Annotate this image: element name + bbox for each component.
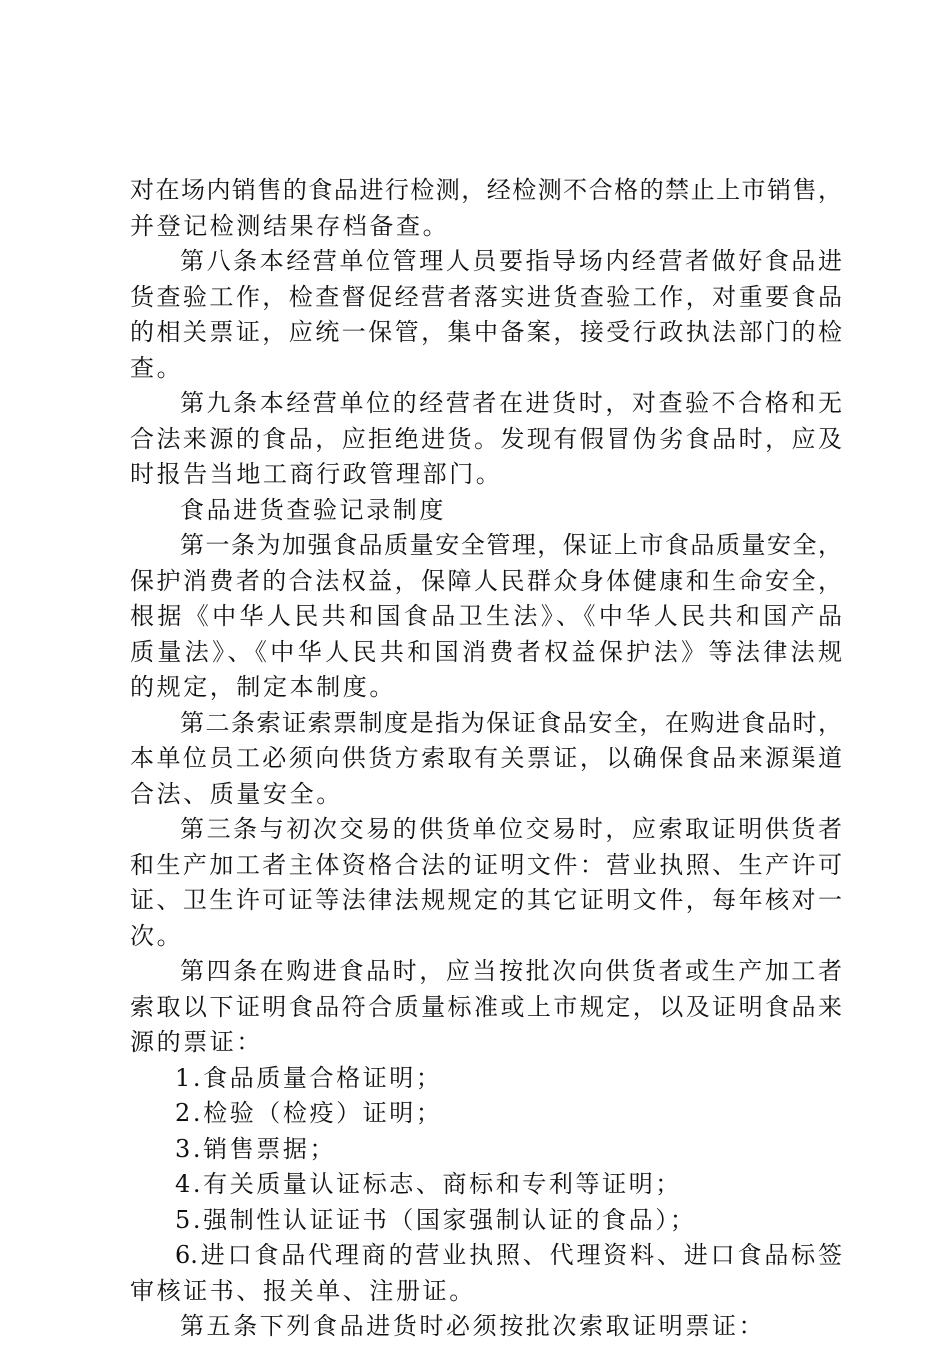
text-line: 保护消费者的合法权益，保障人民群众身体健康和生命安全， [130, 566, 842, 595]
article-3-start: 第三条与初次交易的供货单位交易时，应索取证明供货者 [180, 815, 842, 843]
list-item: 3.销售票据； [175, 1134, 337, 1163]
text-line: 并登记检测结果存档备查。 [130, 211, 450, 240]
article-1-start: 第一条为加强食品质量安全管理，保证上市食品质量安全， [180, 531, 842, 559]
article-9-start: 第九条本经营单位的经营者在进货时，对查验不合格和无 [180, 389, 842, 417]
text-line: 证、卫生许可证等法律法规规定的其它证明文件，每年核对一 [130, 886, 842, 914]
text-line: 根据《中华人民共和国食品卫生法》、《中华人民共和国产品 [130, 602, 842, 630]
text-line: 货查验工作，检查督促经营者落实进货查验工作，对重要食品 [130, 282, 842, 311]
text-line: 合法来源的食品，应拒绝进货。发现有假冒伪劣食品时，应及 [130, 424, 842, 453]
list-item: 4.有关质量认证标志、商标和专利等证明； [175, 1170, 682, 1198]
text-line: 的规定，制定本制度。 [130, 673, 396, 701]
document-body [130, 173, 842, 1345]
text-line: 对在场内销售的食品进行检测，经检测不合格的禁止上市销售， [130, 176, 842, 204]
article-5-start: 第五条下列食品进货时必须按批次索取证明票证： [180, 1312, 766, 1340]
text-line: 和生产加工者主体资格合法的证明文件：营业执照、生产许可 [130, 850, 842, 879]
text-line: 的相关票证，应统一保管，集中备案，接受行政执法部门的检 [130, 318, 842, 346]
list-item: 6.进口食品代理商的营业执照、代理资料、进口食品标签 [175, 1241, 842, 1269]
text-line: 质量法》、《中华人民共和国消费者权益保护法》等法律法规 [130, 637, 842, 666]
text-line: 查。 [130, 353, 184, 382]
list-item: 5.强制性认证证书（国家强制认证的食品）； [175, 1205, 697, 1234]
text-line: 本单位员工必须向供货方索取有关票证，以确保食品来源渠道 [130, 744, 842, 772]
list-item: 2.检验（检疫）证明； [175, 1099, 443, 1127]
article-2-start: 第二条索证索票制度是指为保证食品安全，在购进食品时， [180, 708, 842, 737]
text-line: 索取以下证明食品符合质量标准或上市规定，以及证明食品来 [130, 992, 842, 1021]
section-heading: 食品进货查验记录制度 [180, 495, 446, 524]
article-4-start: 第四条在购进食品时，应当按批次向供货者或生产加工者 [180, 957, 842, 985]
text-line: 合法、质量安全。 [130, 779, 343, 808]
text-line: 源的票证： [130, 1028, 263, 1056]
article-8-start: 第八条本经营单位管理人员要指导场内经营者做好食品进 [180, 247, 842, 275]
text-line: 时报告当地工商行政管理部门。 [130, 460, 503, 488]
list-item: 1.食品质量合格证明； [175, 1063, 443, 1092]
text-line: 审核证书、报关单、注册证。 [130, 1276, 476, 1305]
text-line: 次。 [130, 921, 184, 950]
